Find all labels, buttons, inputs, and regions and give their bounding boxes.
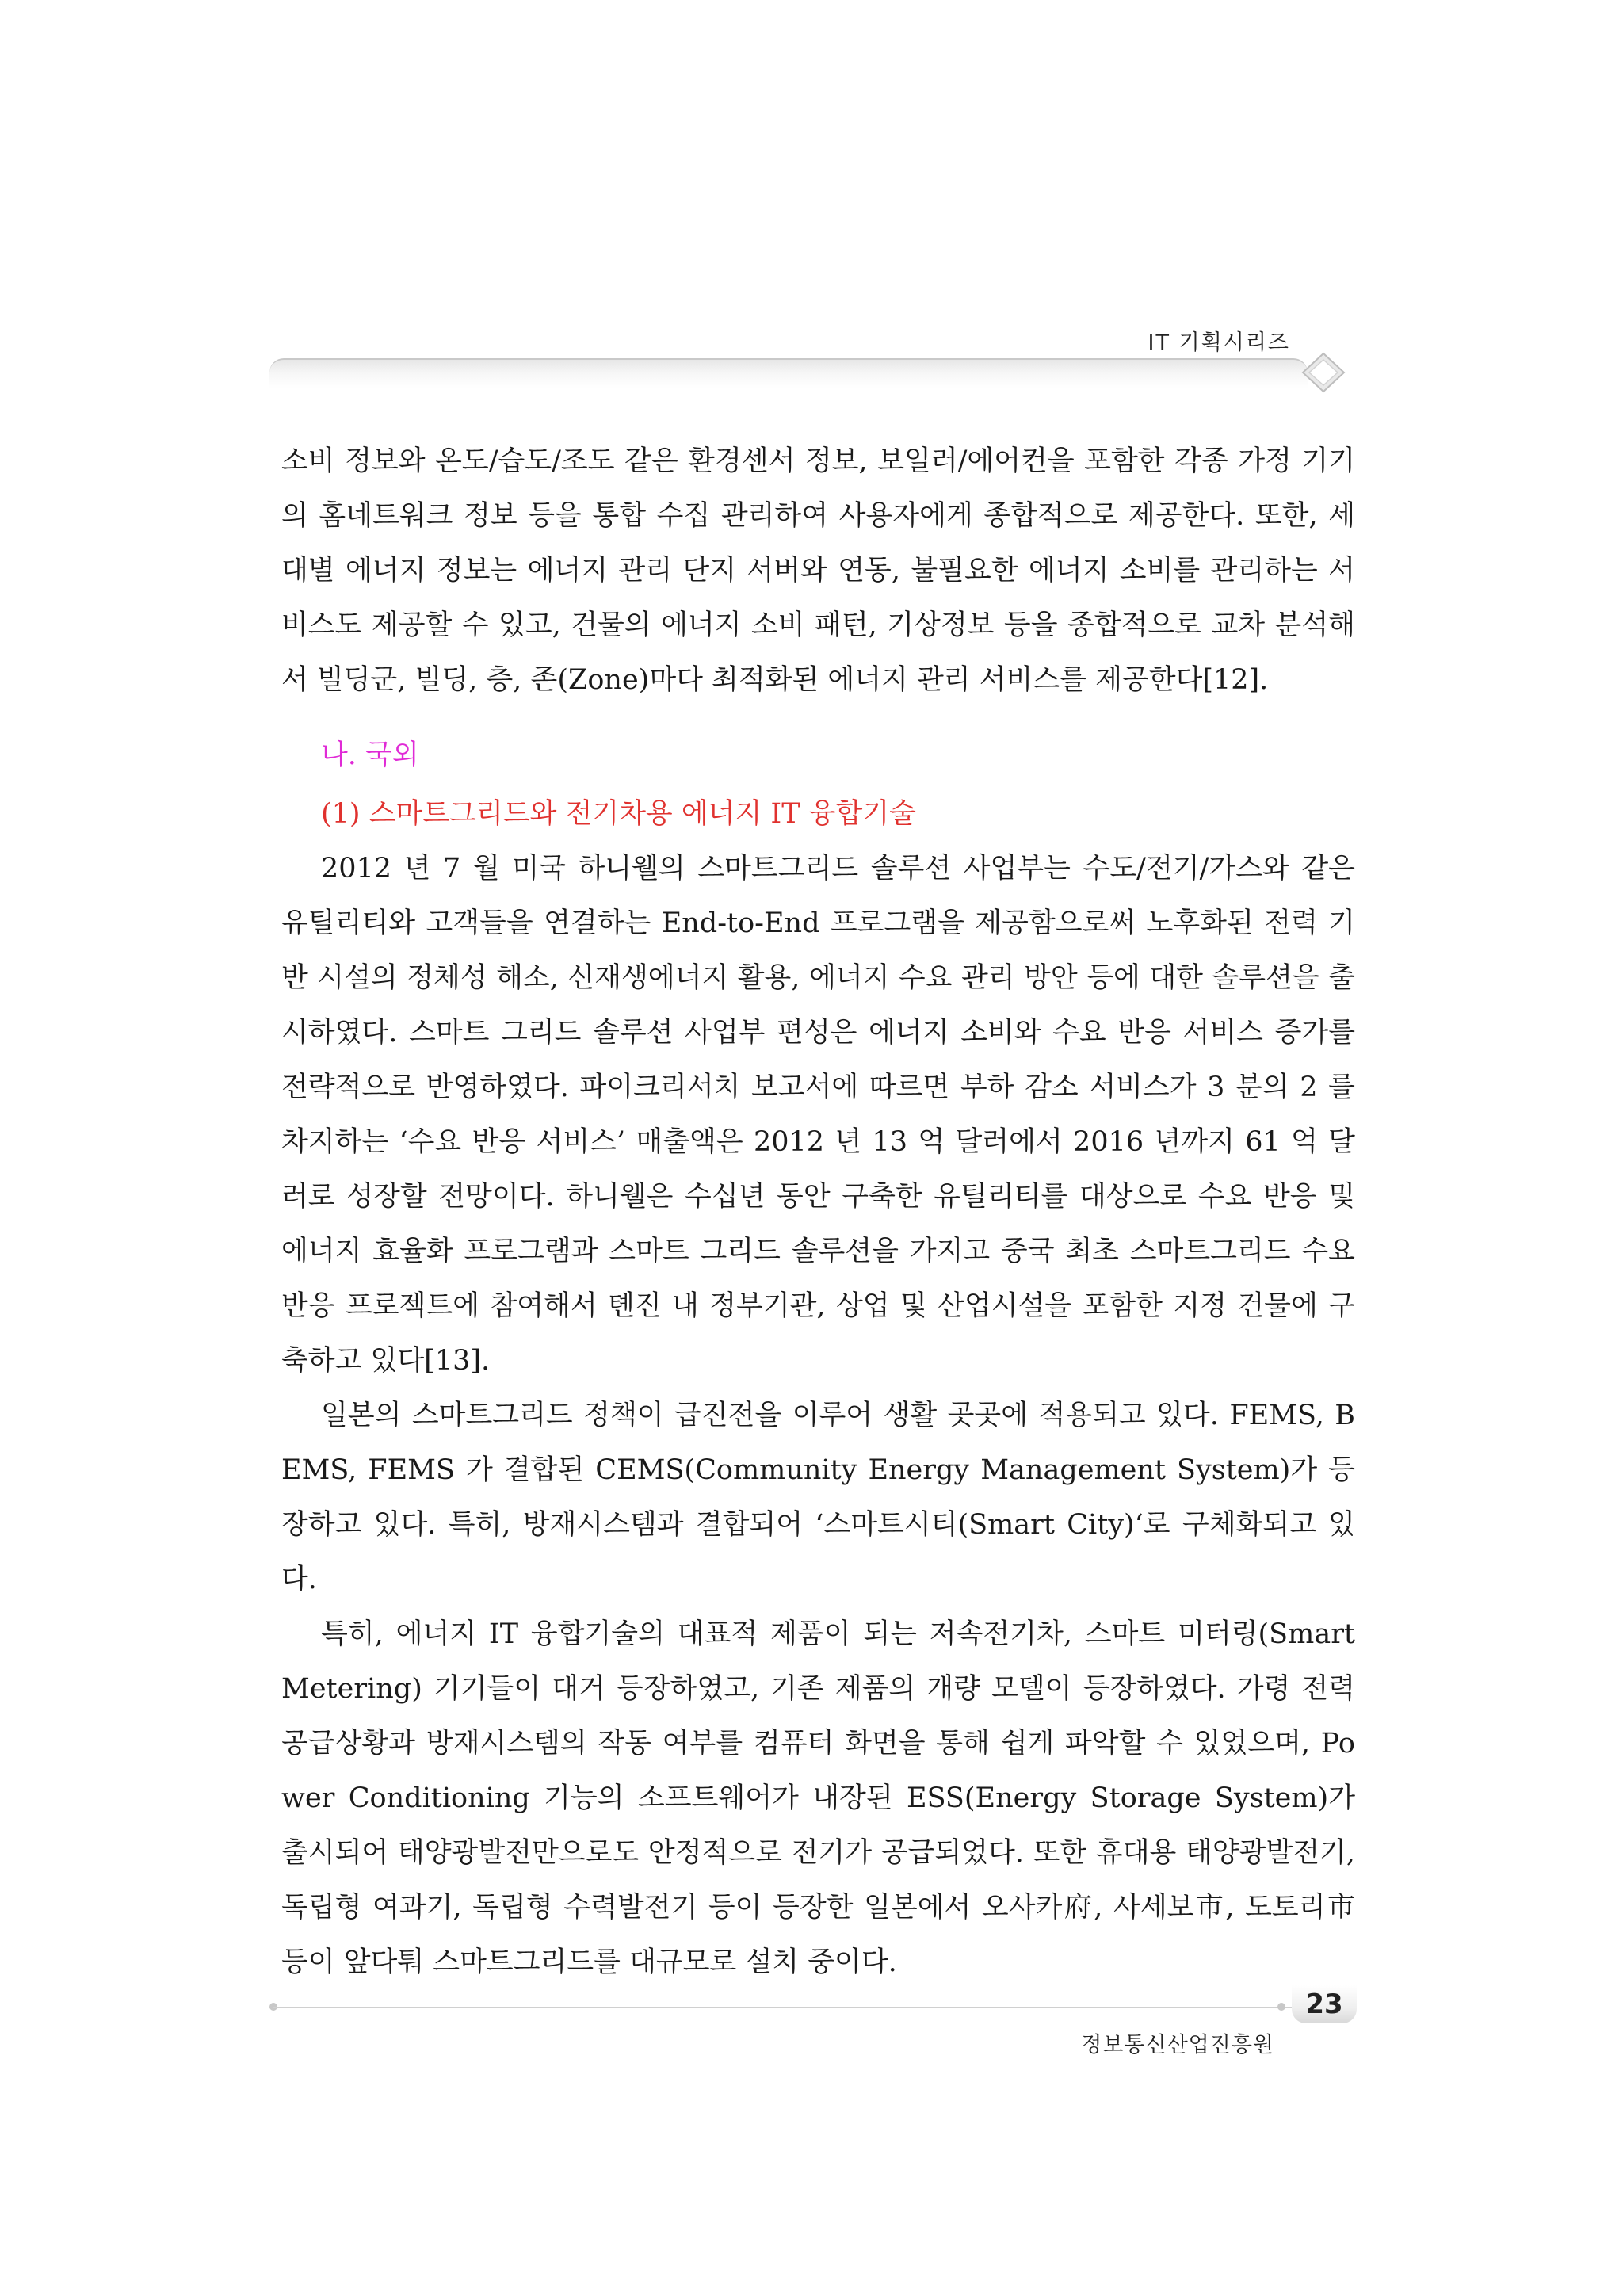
- subsection-heading: (1) 스마트그리드와 전기차용 에너지 IT 융합기술: [321, 798, 916, 830]
- header-decorative-bar: [269, 358, 1308, 388]
- running-header-title: IT 기획시리즈: [1148, 330, 1290, 355]
- paragraph-continued: 소비 정보와 온도/습도/조도 같은 환경센서 정보, 보일러/에어컨을 포함한 각종 가정 기기의 홈네트워크 정보 등을 통합 수집 관리하여 사용자에게 종합적으로 제공한다. 또한, 세대별 에너지 정보는 에너지 관리 단지 서버와 연동, 불필요한 에너지 소비를 관리하는 서비스도 제공할 수 있고, 건물의 에너지 소비 패턴, 기상정보 등을 종합적으로 교차 분석해서 빌딩군, 빌딩, 층, 존(Zone)마다 최적화된 에너지 관리 서비스를 제공한다[12].: [281, 445, 1355, 696]
- footer-rule: [273, 2007, 1296, 2008]
- paragraph-honeywell: 2012 년 7 월 미국 하니웰의 스마트그리드 솔루션 사업부는 수도/전기/가스와 같은 유틸리티와 고객들을 연결하는 End-to-End 프로그램을 제공함으로써 노후화된 전력 기반 시설의 정체성 해소, 신재생에너지 활용, 에너지 수요 관리 방안 등에 대한 솔루션을 출시하였다. 스마트 그리드 솔루션 사업부 편성은 에너지 소비와 수요 반응 서비스 증가를 전략적으로 반영하였다. 파이크리서치 보고서에 따르면 부하 감소 서비스가 3 분의 2 를 차지하는 ‘수요 반응 서비스’ 매출액은 2012 년 13 억 달러에서 2016 년까지 61 억 달러로 성장할 전망이다. 하니웰은 수십년 동안 구축한 유틸리티를 대상으로 수요 반응 및 에너지 효율화 프로그램과 스마트 그리드 솔루션을 가지고 중국 최초 스마트그리드 수요 반응 프로젝트에 참여해서 톈진 내 정부기관, 상업 및 산업시설을 포함한 지정 건물에 구축하고 있다[13].: [281, 853, 1355, 1377]
- footer-organization: 정보통신산업진흥원: [1081, 2033, 1274, 2057]
- paragraph-japan-policy: 일본의 스마트그리드 정책이 급진전을 이루어 생활 곳곳에 적용되고 있다. FEMS, BEMS, FEMS 가 결합된 CEMS(Community Energy Management System)가 등장하고 있다. 특히, 방재시스템과 결합되어 ‘스마트시티(Smart City)‘로 구체화되고 있다.: [281, 1400, 1355, 1595]
- diamond-ornament-icon: [1300, 349, 1347, 396]
- page-number: 23: [1305, 1988, 1343, 2020]
- footer-right-dot: [1277, 2003, 1285, 2011]
- paragraph-japan-products: 특히, 에너지 IT 융합기술의 대표적 제품이 되는 저속전기차, 스마트 미터링(Smart Metering) 기기들이 대거 등장하였고, 기존 제품의 개량 모델이 등장하였다. 가령 전력공급상황과 방재시스템의 작동 여부를 컴퓨터 화면을 통해 쉽게 파악할 수 있었으며, Power Conditioning 기능의 소프트웨어가 내장된 ESS(Energy Storage System)가 출시되어 태양광발전만으로도 안정적으로 전기가 공급되었다. 또한 휴대용 태양광발전기, 독립형 여과기, 독립형 수력발전기 등이 등장한 일본에서 오사카府, 사세보市, 도토리市 등이 앞다퉈 스마트그리드를 대규모로 설치 중이다.: [281, 1618, 1355, 1978]
- section-heading: 나. 국외: [321, 739, 419, 771]
- body-text: [281, 434, 1355, 1990]
